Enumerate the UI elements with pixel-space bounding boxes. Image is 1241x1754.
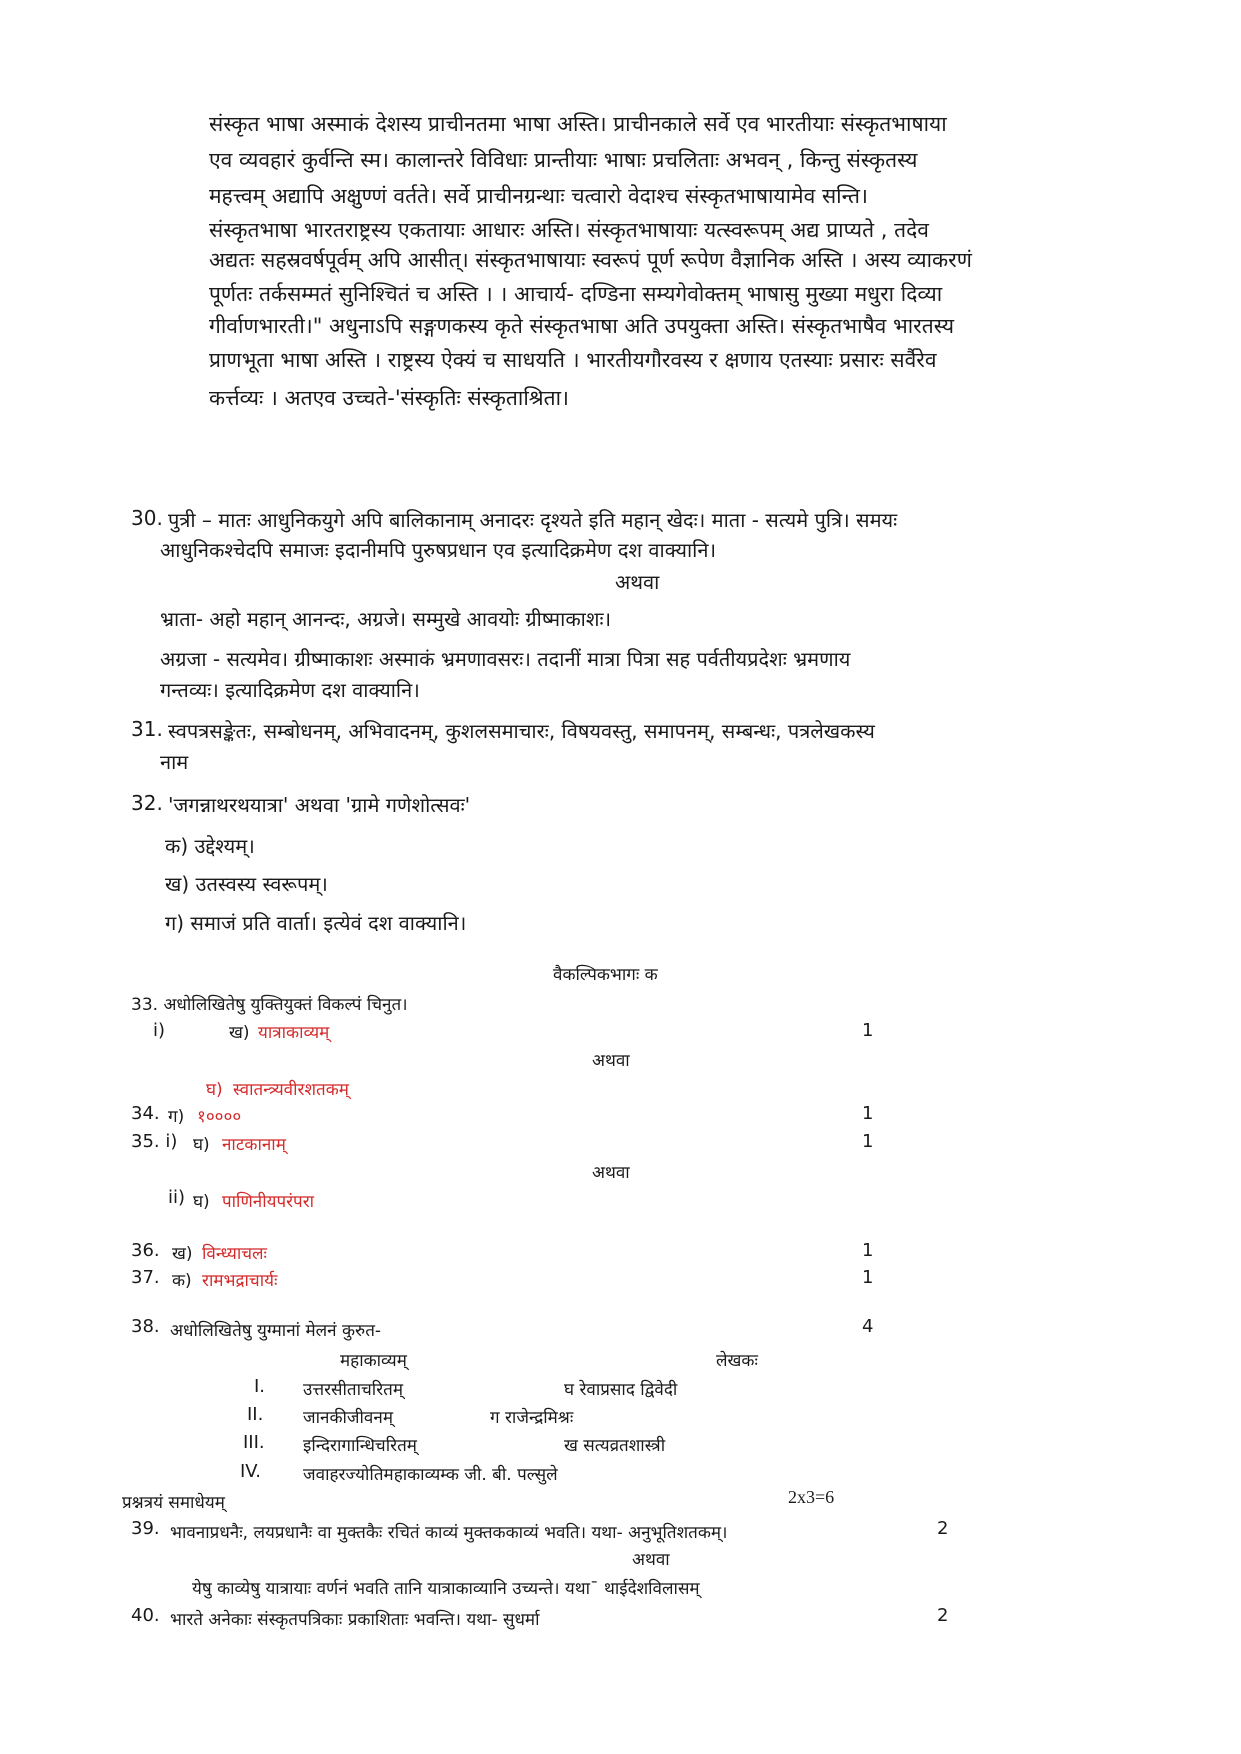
q35-marks: 1	[862, 1131, 874, 1152]
q32-item-a: क) उद्देश्यम्।	[165, 834, 255, 858]
q33-i-prefix: ख)	[229, 1023, 250, 1043]
q38-row-roman: I.	[254, 1376, 266, 1397]
q35-or: अथवा	[592, 1163, 630, 1183]
q38-row-left: जवाहरज्योतिमहाकाव्यम्क जी. बी. पल्सुले	[303, 1465, 558, 1485]
q35-answer: नाटकानाम्	[222, 1135, 286, 1155]
q37-answer: रामभद्राचार्यः	[202, 1271, 278, 1291]
q38-question: अधोलिखितेषु युग्मानां मेलनं कुरुत-	[170, 1321, 382, 1341]
q38-row-right: ग राजेन्द्रमिश्रः	[490, 1408, 574, 1428]
prashna-marks: 2x3=6	[788, 1487, 835, 1507]
q39-alt: येषु काव्येषु यात्रायाः वर्णनं भवति तानि यात्राकाव्यानि उच्यन्ते। यथा¯ थाईदेशविलासम्	[192, 1579, 700, 1599]
q40-text: भारते अनेकाः संस्कृतपत्रिकाः प्रकाशिताः भवन्ति। यथा- सुधर्मा	[170, 1610, 540, 1630]
q38-row-roman: III.	[243, 1432, 265, 1453]
q33-alt-answer: स्वातन्त्र्यवीरशतकम्	[233, 1080, 349, 1100]
intro-line: संस्कृत भाषा अस्माकं देशस्य प्राचीनतमा भाषा अस्ति। प्राचीनकाले सर्वे एव भारतीयाः संस्कृतभाषाया	[209, 112, 947, 136]
q34-prefix: ग)	[168, 1107, 185, 1127]
intro-line: प्राणभूता भाषा अस्ति । राष्ट्रस्य ऐक्यं च साधयति । भारतीयगौरवस्य र क्षणाय एतस्याः प्रसारः सर्वैरेव	[209, 348, 937, 372]
intro-line: कर्त्तव्यः । अतएव उच्चते-'संस्कृतिः संस्कृताश्रिता।	[209, 386, 570, 410]
q36-marks: 1	[862, 1240, 874, 1261]
q30-or: अथवा	[615, 570, 660, 594]
intro-paragraph	[209, 106, 1119, 416]
intro-line: संस्कृतभाषा भारतराष्ट्रस्य एकतायाः आधारः अस्ति। संस्कृतभाषायाः यत्स्वरूपम् अद्य प्राप्यते , तदेव	[209, 218, 929, 242]
q34-marks: 1	[862, 1103, 874, 1124]
q33-or: अथवा	[592, 1051, 630, 1071]
q39-or: अथवा	[632, 1550, 670, 1570]
q31-line1: स्वपत्रसङ्केतः, सम्बोधनम्, अभिवादनम्, कुशलसमाचारः, विषयवस्तु, समापनम्, सम्बन्धः, पत्रलेखकस्य	[168, 719, 875, 743]
q36-prefix: ख)	[172, 1244, 193, 1264]
q38-col1-header: महाकाव्यम्	[340, 1351, 407, 1371]
q32-number: 32.	[131, 791, 163, 815]
intro-line: पूर्णतः तर्कसम्मतं सुनिश्चितं च अस्ति । । आचार्य- दण्डिना सम्यगेवोक्तम् भाषासु मुख्या मधुरा दिव्या	[209, 282, 943, 306]
q31-number: 31.	[131, 717, 163, 741]
q30-line2: आधुनिकश्चेदपि समाजः इदानीमपि पुरुषप्रधान एव इत्यादिक्रमेण दश वाक्यानि।	[160, 538, 717, 562]
q35-ii-label: ii)	[168, 1187, 186, 1208]
q35-ii-answer: पाणिनीयपरंपरा	[222, 1192, 315, 1212]
q35-prefix: घ)	[193, 1135, 210, 1155]
q36-number: 36.	[131, 1240, 160, 1261]
q30-line5: गन्तव्यः। इत्यादिक्रमेण दश वाक्यानि।	[160, 678, 420, 702]
q36-answer: विन्ध्याचलः	[202, 1244, 267, 1264]
q37-prefix: क)	[172, 1271, 192, 1291]
prashna-text: प्रश्नत्रयं समाधेयम्	[122, 1493, 225, 1513]
q39-number: 39.	[131, 1518, 160, 1539]
q38-row-right: घ रेवाप्रसाद द्विवेदी	[564, 1380, 678, 1400]
q40-number: 40.	[131, 1605, 160, 1626]
q38-row-left: इन्दिरागान्धिचरितम्	[303, 1436, 417, 1456]
q38-row-left: उत्तरसीताचरितम्	[303, 1380, 404, 1400]
q32-item-b: ख) उतस्वस्य स्वरूपम्।	[165, 872, 328, 896]
q30-number: 30.	[131, 506, 163, 530]
q39-text: भावनाप्रधनैः, लयप्रधानैः वा मुक्तकैः रचितं काव्यं मुक्तककाव्यं भवति। यथा- अनुभूतिशतकम्।	[170, 1523, 728, 1543]
q33-question: 33. अधोलिखितेषु युक्तियुक्तं विकल्पं चिनुत।	[131, 995, 408, 1015]
q30-line3: भ्राता- अहो महान् आनन्दः, अग्रजे। सम्मुखे आवयोः ग्रीष्माकाशः।	[160, 607, 612, 631]
intro-line: गीर्वाणभारती।" अधुनाऽपि सङ्गणकस्य कृते संस्कृतभाषा अति उपयुक्ता अस्ति। संस्कृतभाषैव भारतस्य	[209, 314, 955, 338]
intro-line: अद्यतः सहस्रवर्षपूर्वम् अपि आसीत्। संस्कृतभाषायाः स्वरूपं पूर्ण रूपेण वैज्ञानिक अस्ति । अस्य व्याकरणं	[209, 248, 972, 272]
q38-row-left: जानकीजीवनम्	[303, 1408, 393, 1428]
q33-alt-prefix: घ)	[206, 1080, 223, 1100]
q38-row-roman: IV.	[240, 1461, 262, 1482]
q30-line4: अग्रजा - सत्यमेव। ग्रीष्माकाशः अस्माकं भ्रमणावसरः। तदानीं मात्रा पित्रा सह पर्वतीयप्रदेशः भ्रमणाय	[160, 647, 851, 671]
q37-number: 37.	[131, 1267, 160, 1288]
q32-item-c: ग) समाजं प्रति वार्ता। इत्येवं दश वाक्यानि।	[165, 911, 467, 935]
q33-i-marks: 1	[862, 1020, 874, 1041]
q38-number: 38.	[131, 1316, 160, 1337]
q33-i-label: i)	[153, 1020, 166, 1041]
q39-marks: 2	[937, 1518, 949, 1539]
q38-col2-header: लेखकः	[716, 1351, 758, 1371]
q38-row-right: ख सत्यव्रतशास्त्री	[564, 1436, 666, 1456]
intro-line: एव व्यवहारं कुर्वन्ति स्म। कालान्तरे विविधाः प्रान्तीयाः भाषाः प्रचलिताः अभवन् , किन्तु संस्कृतस्य	[209, 148, 918, 172]
q31-line2: नाम	[160, 750, 189, 774]
q38-marks: 4	[862, 1316, 874, 1337]
q37-marks: 1	[862, 1267, 874, 1288]
intro-line: महत्त्वम् अद्यापि अक्षुण्णं वर्तते। सर्वे प्राचीनग्रन्थाः चत्वारो वेदाश्च संस्कृतभाषायामेव सन्ति।	[209, 184, 868, 208]
q32-line1: 'जगन्नाथरथयात्रा' अथवा 'ग्रामे गणेशोत्सवः'	[168, 793, 471, 817]
q34-number: 34.	[131, 1103, 160, 1124]
q35-ii-prefix: घ)	[193, 1192, 210, 1212]
q35-number: 35. i)	[131, 1131, 178, 1152]
q34-answer: १००००	[197, 1107, 242, 1127]
section-heading: वैकल्पिकभागः क	[553, 965, 658, 985]
q33-i-answer: यात्राकाव्यम्	[258, 1023, 330, 1043]
q40-marks: 2	[937, 1605, 949, 1626]
q30-line1: पुत्री – मातः आधुनिकयुगे अपि बालिकानाम् अनादरः दृश्यते इति महान् खेदः। माता - सत्यमे पुत्रि। समयः	[168, 508, 898, 532]
q38-row-roman: II.	[247, 1404, 264, 1425]
